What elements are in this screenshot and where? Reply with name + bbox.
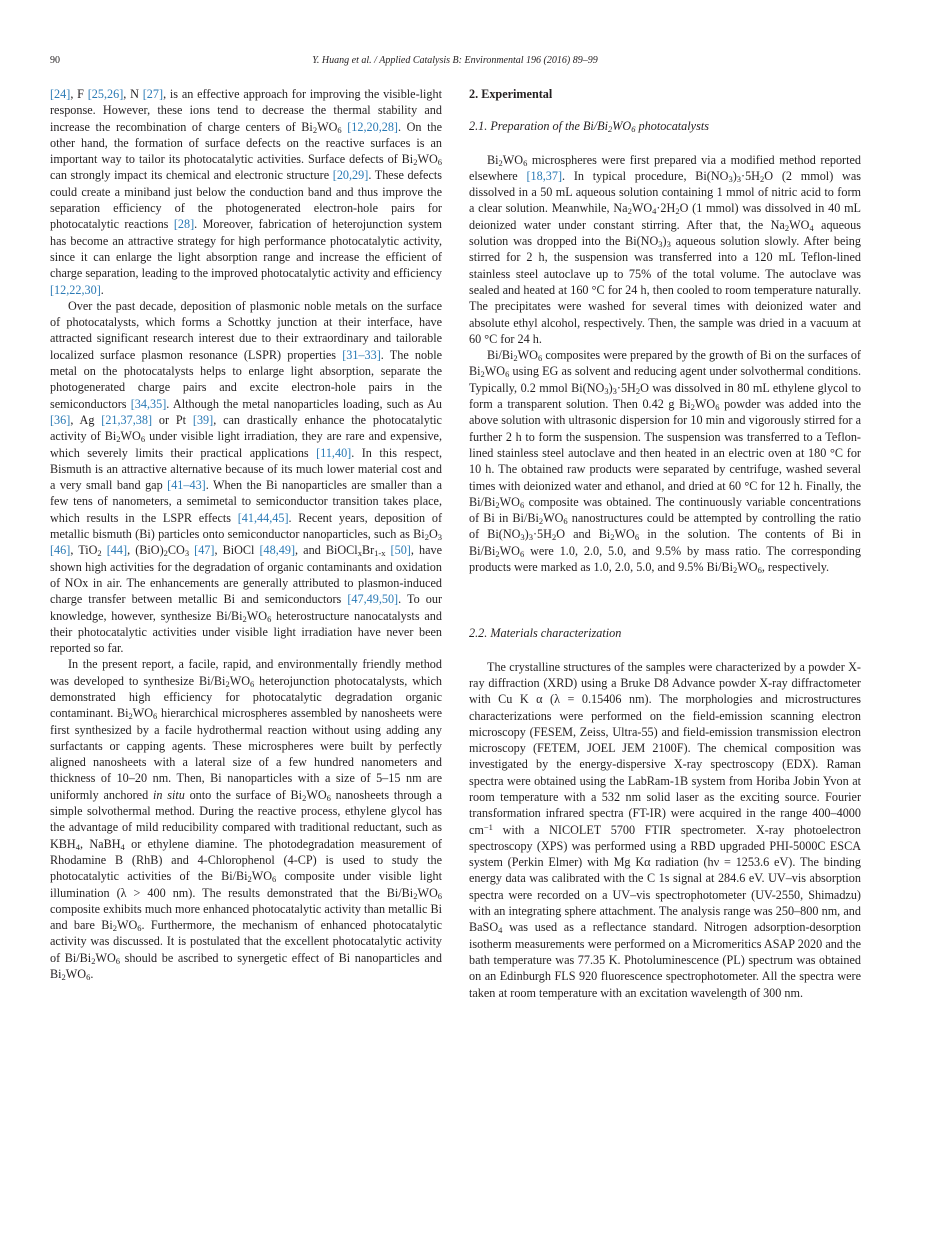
citation-link[interactable]: [12,20,28] [347,119,398,134]
citation-link[interactable]: [39] [192,412,214,427]
citation-link[interactable]: [34,35] [130,396,167,411]
citation-link[interactable]: [24] [50,87,71,101]
paragraph: The crystalline structures of the samples were characterized by a powder X-ray diffraction (XRD) using a Bruke D8 Advance powder X-ray diffractometer with Cu K α (λ = 0.15406 nm). The morphologies and microstructures characterizations were performed on the field-emission scanning electron microscopy (FESEM, Zeiss, Ultra-55) and field-emission transmission electron microscopy (FETEM, JOEL JEM 2100F). The chemical composition was investigated by the energy-dispersive X-ray spectroscopy (EDX). Raman spectra were obtained using the LabRam-1B system from Horiba Jobin Yvon at room temperature with a 532 nm solid laser as the exciting source. Fourier transformation infrared spectra (FT-IR) were acquired in the range 400–4000 $cm^{-1}$ with a NICOLET 5700 FTIR spectrometer. X-ray photoelectron spectroscopy (XPS) was performed using a RBD upgraded PHI-5000C ESCA system (Perkin Elmer) with Mg Kα radiation (hν = 1253.6 eV). The binding energy data was calibrated with the C 1s signal at 284.6 eV. UV–vis absorption spectra were recorded on a UV–vis spectrophotometer (UV-2550, Shimadzu) with an integrating sphere attachment. The analysis range was 250–800 nm, and BaSO$_4$ was used as a reflectance standard. Nitrogen adsorption-desorption isotherm measurements were performed on a Micromeritics ASAP 2020 and the bath temperature was 77.35 K. Photoluminescence (PL) spectrum was obtained on an Edinburgh FLS 920 fluorescence spectrophotometer. All the spectra were taken at room temperature with an excitation wavelength of 300 nm. [469,659,861,1000]
running-title: Y. Huang et al. / Applied Catalysis B: Environmental 196 (2016) 89–99 [312,55,598,66]
citation-link[interactable]: [11,40] [316,445,352,460]
citation-link[interactable]: [47] [194,543,215,558]
paragraph: Over the past decade, deposition of plasmonic noble metals on the surface of photocatalysts, which forms a Schottky junction at their interface, have attracted significant research interest due to their extraordinary and tailorable localized surface plasmon resonance (LSPR) properties [31–33]. The noble metal on the photocatalysts helps to enlarge light absorption, separate the photogenerated charge pairs and excite electron-hole pairs in the semiconductors [34,35]. Although the metal nanoparticles loading, such as Au [36], Ag [21,37,38] or Pt [39], can drastically enhance the photocatalytic activity of $Bi_2WO_6$ under visible light irradiation, they are rare and expensive, which severely limits their practical applications [11,40]. In this respect, Bismuth is an attractive alternative because of its much lower material cost and a very small band gap [41–43]. When the Bi nanoparticles are smaller than a few tens of nanometers, a semimetal to semiconductor transition takes place, which results in the LSPR effects [41,44,45]. Recent years, deposition of metallic bismuth (Bi) particles onto semiconductor nanoparticles, such as $Bi_2O_3$ [46], TiO$_2$ [44], $(BiO)_2CO_3$ [47], BiOCl [48,49], and $BiOCl_xBr_{1-x}$ [50], have shown high activities for the degradation of organic contaminants and oxidation of NOx in air. The enhancements are generally attributed to plasmon-induced charge transfer between metallic Bi and semiconductors [47,49,50]. To our knowledge, however, synthesize $Bi/Bi_2WO_6$ heterostructure nanocatalysts and their photocatalytic activities under visible light irradiation have never been reported so far. [50,298,443,656]
citation-link[interactable]: [41,44,45] [237,510,289,525]
page-header [50,55,860,69]
right-column [469,86,861,1001]
citation-link[interactable]: [20,29] [332,168,369,183]
page-number: 90 [50,55,60,66]
subsection-title-preparation: 2.1. Preparation of the $Bi/Bi_2WO_6$ photocatalysts [469,119,709,135]
paragraph: In the present report, a facile, rapid, and environmentally friendly method was developed to synthesize $Bi/Bi_2WO_6$ heterojunction photocatalysts, which demonstrated high efficiency for photocatalytic degradation organic contaminant. $Bi_2WO_6$ hierarchical microspheres assembled by nanosheets were first synthesized by a facile hydrothermal reaction without using adding any surfactants or capping agents. These microspheres were built by perfectly aligned nanosheets with a lateral size of a few hundred nanometers and thickness of 10–20 nm. Then, Bi nanoparticles with a size of 5–15 nm are uniformly anchored in situ onto the surface of $Bi_2WO_6$ nanosheets through a simple solvothermal method. During the reactive process, ethylene glycol has the advantage of mild reducibility compared with traditional reductant, such as $KBH_4$, NaBH$_4$ or ethylene diamine. The photodegradation measurement of Rhodamine B (RhB) and 4-Chlorophenol (4-CP) is used to study the photocatalytic activities of the $Bi/Bi_2WO_6$ composite under visible light illumination (λ > 400 nm). The results demonstrated that the $Bi/Bi_2WO_6$ composite exhibits much more enhanced photocatalytic activity than metallic Bi and bare $Bi_2WO_6$. Furthermore, the mechanism of enhanced photocatalytic activity was discussed. It is postulated that the excellent photocatalytic activity of $Bi/Bi_2WO_6$ should be ascribed to synergetic effect of Bi nanoparticles and $Bi_2WO_6$. [50,657,443,983]
left-column [50,86,442,982]
citation-link[interactable]: [31–33] [342,347,381,362]
citation-link[interactable]: [28] [173,217,195,232]
citation-link[interactable]: [36] [50,412,71,427]
subsection-title-characterization: 2.2. Materials characterization [469,626,622,641]
paragraph: $Bi_2WO_6$ microspheres were first prepared via a modified method reported elsewhere [18,37]. In typical procedure, $Bi(NO_3)_3\cdot 5H_2O$ (2 mmol) was dissolved in a 50 mL aqueous solution containing 1 mmol of nitric acid to form a clear solution. Meanwhile, $Na_2WO_4\cdot 2H_2O$ (1 mmol) was dissolved in 40 mL deionized water under constant stirring. After that, the $Na_2WO_4$ aqueous solution was dropped into the $Bi(NO_3)_3$ aqueous solution slowly. After being stirred for 2 h, the suspension was transferred into a 120 mL Teflon-lined stainless steel autoclave up to 75% of the total volume. The autoclave was sealed and heated at 160 °C for 24 h, then cooled to room temperature naturally. The precipitates were washed for several times with deionized water and absolute ethyl alcohol, respectively. Then, the sample was dried in a vacuum at 60 °C for 24 h. [469,152,861,346]
citation-link[interactable]: [50] [390,543,411,558]
section-title: 2. Experimental [469,87,553,101]
citation-link[interactable]: [12,22,30] [50,282,101,297]
citation-link[interactable]: [47,49,50] [347,592,399,607]
citation-link[interactable]: [27] [142,87,164,101]
citation-link[interactable]: [25,26] [87,87,124,101]
citation-link[interactable]: [18,37] [526,168,563,183]
citation-link[interactable]: [41–43] [167,478,206,493]
citation-link[interactable]: [44] [106,543,128,558]
paragraph: $Bi/Bi_2WO_6$ composites were prepared by the growth of Bi on the surfaces of $Bi_2WO_6$ using EG as solvent and reducing agent under solvothermal conditions. Typically, 0.2 mmol $Bi(NO_3)_3\cdot 5H_2O$ was dissolved in 80 mL ethylene glycol to form a transparent solution. Then 0.42 g $Bi_2WO_6$ powder was added into the above solution with ultrasonic dispersion for 10 min and vigorously stirred for a further 2 h to form the suspension. The suspension was transferred to a Teflon-lined stainless steel autoclave and then heated in an electric oven at 180 °C for 10 h. The obtained raw products were separated by centrifuge, washed several times with deionized water and ethanol, and dried at 60 °C for 12 h. Finally, the $Bi/Bi_2WO_6$ composite was obtained. The continuously variable concentrations of Bi in $Bi/Bi_2WO_6$ nanostructures could be attempted by controlling the ratio of $Bi(NO_3)_3\cdot 5H_2O$ and $Bi_2WO_6$ in the solution. The contents of Bi in $Bi/Bi_2WO_6$ were 1.0, 2.0, 5.0, and 9.5% by mass ratio. The corresponding products were marked as 1.0, 2.0, 5.0, and 9.5% $Bi/Bi_2WO_6$, respectively. [469,348,861,576]
paragraph: [24], F [25,26], N [27], is an effective approach for improving the visible-light response. However, these ions tend to decrease the thermal stability and increase the recombination of charge centers of $Bi_2WO_6$ [12,20,28]. On the other hand, the formation of surface defects on the reactive surfaces is an important way to tailor its photocatalytic activities. Surface defects of $Bi_2WO_6$ can strongly impact its chemical and electronic structure [20,29]. These defects could create a miniband just below the conduction band and thus improve the separation efficiency of the photogenerated electron-hole pairs for photocatalytic reactions [28]. Moreover, fabrication of heterojunction system has become an attractive strategy for high performance photocatalytic activity, since it can enlarge the light absorption range and increase the efficient of charge separation, leading to the improved photocatalytic activity and efficiency [12,22,30]. [50,87,442,297]
citation-link[interactable]: [48,49] [259,543,296,558]
citation-link[interactable]: [46] [50,543,71,558]
citation-link[interactable]: [21,37,38] [101,412,153,427]
